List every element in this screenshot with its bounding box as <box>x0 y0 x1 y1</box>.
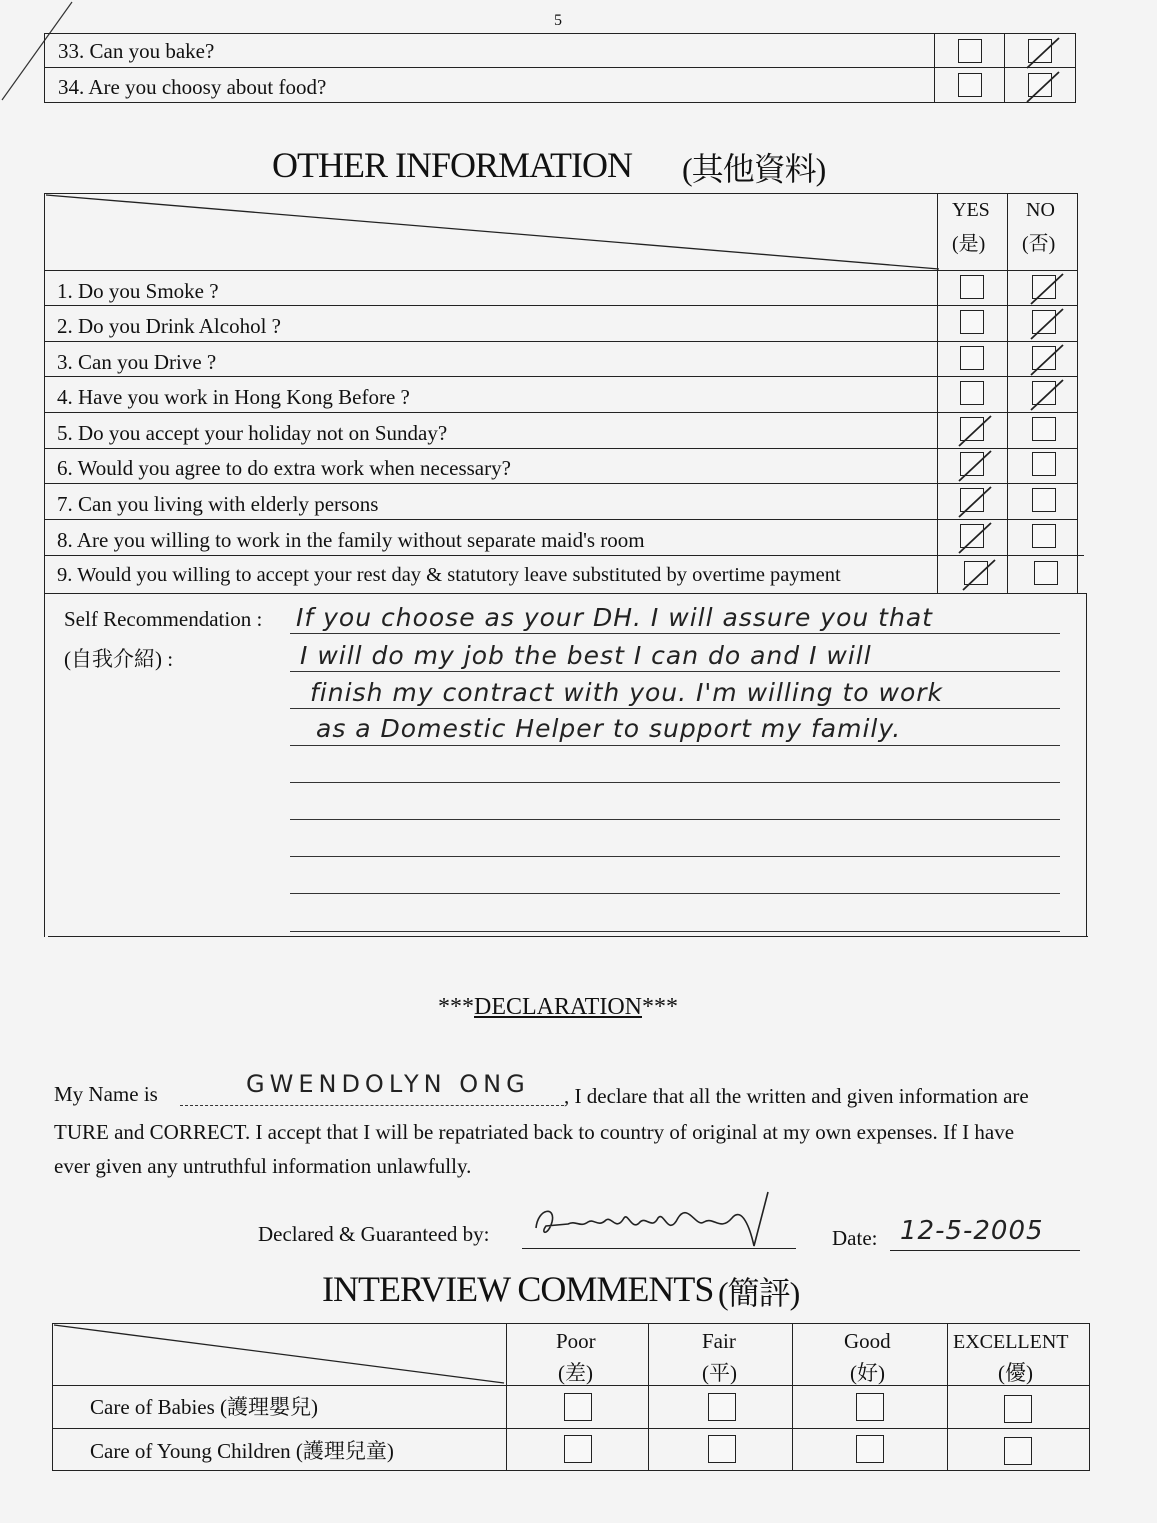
other-info-title-zh: (其他資料) <box>682 151 826 187</box>
rating-checkbox[interactable] <box>564 1393 592 1421</box>
interview-title-zh: (簡評) <box>718 1275 800 1311</box>
signature[interactable] <box>528 1188 788 1258</box>
rating-checkbox[interactable] <box>564 1435 592 1463</box>
column-good-zh: (好) <box>850 1361 885 1385</box>
yes-header-zh: (是) <box>952 233 986 255</box>
no-checkbox[interactable] <box>1032 310 1056 334</box>
self-recommendation-line[interactable]: finish my contract with you. I'm willing to work <box>310 678 944 707</box>
declared-by-label: Declared & Guaranteed by: <box>258 1222 490 1246</box>
date-label: Date: <box>832 1226 878 1250</box>
interview-title: INTERVIEW COMMENTS <box>322 1269 714 1309</box>
check-mark-icon <box>957 447 993 483</box>
check-mark-icon <box>1029 341 1065 377</box>
interview-table <box>52 1323 1090 1471</box>
yes-checkbox[interactable] <box>960 381 984 405</box>
no-checkbox[interactable] <box>1034 561 1058 585</box>
column-good: Good <box>844 1329 891 1353</box>
self-recommendation-line[interactable]: as a Domestic Helper to support my family. <box>316 714 902 743</box>
other-info-title: OTHER INFORMATION <box>272 145 632 185</box>
self-recommendation-line[interactable]: If you choose as your DH. I will assure you that <box>296 603 933 632</box>
declaration-line-3: ever given any untruthful information unlawfully. <box>54 1154 472 1178</box>
question-label: 6. Would you agree to do extra work when necessary? <box>57 456 511 480</box>
heading-stars: *** <box>642 994 678 1020</box>
check-mark-icon <box>957 519 993 555</box>
top-table <box>44 33 1076 103</box>
no-checkbox[interactable] <box>1028 73 1052 97</box>
self-recommendation-label: Self Recommendation : <box>64 607 263 631</box>
question-label: 1. Do you Smoke ? <box>57 279 219 303</box>
rating-checkbox[interactable] <box>708 1393 736 1421</box>
yes-checkbox[interactable] <box>958 73 982 97</box>
question-label: 4. Have you work in Hong Kong Before ? <box>57 385 410 409</box>
question-label: 7. Can you living with elderly persons <box>57 492 379 516</box>
rating-checkbox[interactable] <box>856 1435 884 1463</box>
question-label: 2. Do you Drink Alcohol ? <box>57 314 281 338</box>
rating-checkbox[interactable] <box>1004 1437 1032 1465</box>
check-mark-icon <box>1029 305 1065 341</box>
column-poor: Poor <box>556 1329 596 1353</box>
table-row-label: 33. Can you bake? <box>58 39 215 63</box>
yes-checkbox[interactable] <box>960 310 984 334</box>
no-checkbox[interactable] <box>1032 488 1056 512</box>
yes-header: YES <box>952 199 990 221</box>
date-field[interactable]: 12-5-2005 <box>900 1216 1044 1246</box>
column-excellent: EXCELLENT <box>953 1331 1069 1353</box>
question-label: 9. Would you willing to accept your rest day & statutory leave substituted by overtime payment <box>57 564 841 586</box>
yes-checkbox[interactable] <box>960 452 984 476</box>
yes-checkbox[interactable] <box>960 346 984 370</box>
column-fair: Fair <box>702 1329 736 1353</box>
self-recommendation-line[interactable]: I will do my job the best I can do and I will <box>300 641 872 670</box>
no-header-zh: (否) <box>1022 233 1056 255</box>
interview-row-label: Care of Young Children (護理兒童) <box>90 1439 394 1463</box>
yes-checkbox[interactable] <box>960 417 984 441</box>
no-checkbox[interactable] <box>1028 39 1052 63</box>
check-mark-icon <box>1029 376 1065 412</box>
column-fair-zh: (平) <box>702 1361 737 1385</box>
check-mark-icon <box>1025 68 1061 104</box>
column-excellent-zh: (優) <box>998 1361 1033 1385</box>
yes-checkbox[interactable] <box>960 524 984 548</box>
no-checkbox[interactable] <box>1032 275 1056 299</box>
my-name-label: My Name is <box>54 1082 158 1106</box>
question-label: 5. Do you accept your holiday not on Sunday? <box>57 421 448 445</box>
yes-checkbox[interactable] <box>960 275 984 299</box>
no-checkbox[interactable] <box>1032 381 1056 405</box>
page-number: 5 <box>554 12 562 29</box>
no-header: NO <box>1026 199 1055 221</box>
check-mark-icon <box>1029 270 1065 306</box>
rating-checkbox[interactable] <box>856 1393 884 1421</box>
yes-checkbox[interactable] <box>964 561 988 585</box>
date-line <box>890 1250 1080 1251</box>
declaration-line-2: TURE and CORRECT. I accept that I will be repatriated back to country of original at my own expenses. If I have <box>54 1120 1015 1144</box>
no-checkbox[interactable] <box>1032 346 1056 370</box>
yes-checkbox[interactable] <box>958 39 982 63</box>
check-mark-icon <box>957 483 993 519</box>
table-row-label: 34. Are you choosy about food? <box>58 75 327 99</box>
interview-row-label: Care of Babies (護理嬰兒) <box>90 1395 319 1419</box>
name-field[interactable]: GWENDOLYN ONG <box>246 1070 530 1098</box>
question-label: 8. Are you willing to work in the family without separate maid's room <box>57 528 645 552</box>
header-diagonal <box>52 1323 508 1387</box>
yes-checkbox[interactable] <box>960 488 984 512</box>
header-diagonal <box>44 193 944 273</box>
declaration-heading <box>438 994 678 1021</box>
check-mark-icon <box>957 412 993 448</box>
no-checkbox[interactable] <box>1032 524 1056 548</box>
rating-checkbox[interactable] <box>1004 1395 1032 1423</box>
check-mark-icon <box>961 556 997 592</box>
question-label: 3. Can you Drive ? <box>57 350 217 374</box>
other-info-table <box>44 193 1087 937</box>
name-field-line <box>180 1105 564 1106</box>
no-checkbox[interactable] <box>1032 417 1056 441</box>
self-recommendation-label-zh: (自我介紹) : <box>64 647 174 671</box>
heading-stars: *** <box>438 994 474 1020</box>
heading-text: DECLARATION <box>474 994 642 1020</box>
no-checkbox[interactable] <box>1032 452 1056 476</box>
column-poor-zh: (差) <box>558 1361 593 1385</box>
rating-checkbox[interactable] <box>708 1435 736 1463</box>
check-mark-icon <box>1025 34 1061 70</box>
signature-scribble <box>528 1188 788 1258</box>
declaration-line-1: , I declare that all the written and given information are <box>564 1084 1029 1108</box>
